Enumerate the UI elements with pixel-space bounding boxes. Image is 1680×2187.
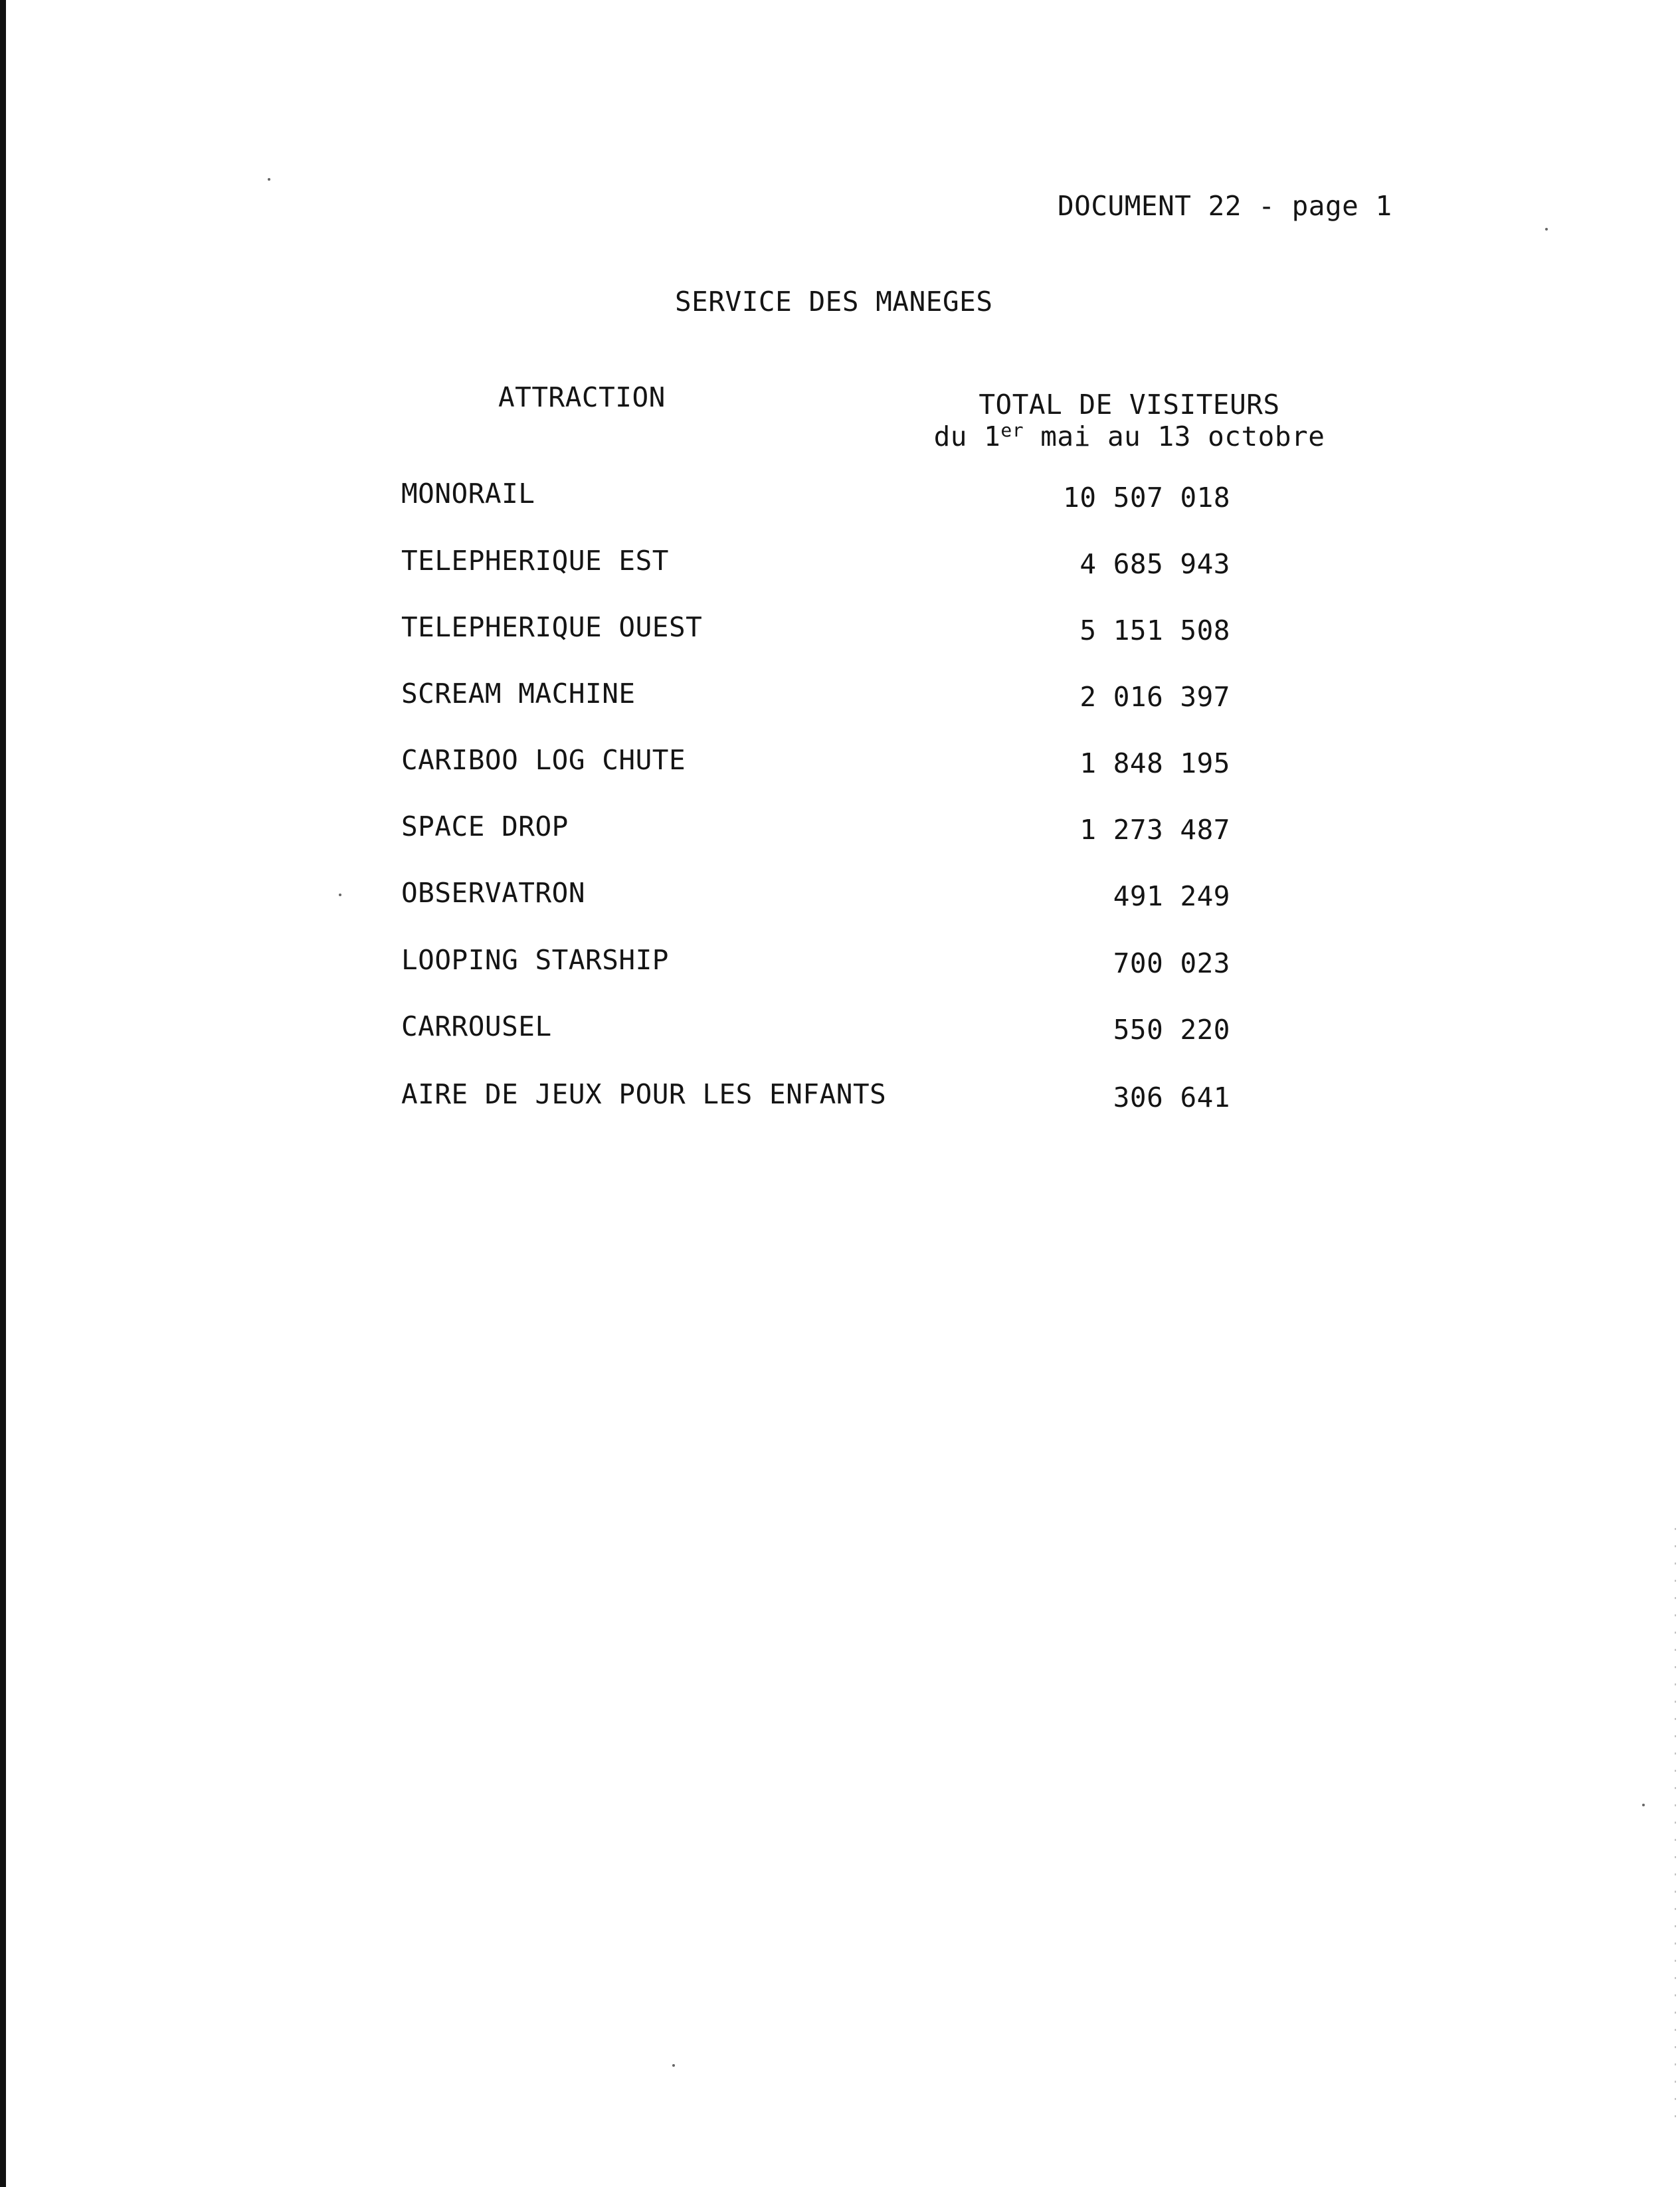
scan-speck bbox=[1545, 228, 1548, 231]
visitor-total: 700 023 bbox=[1113, 947, 1230, 979]
attraction-name: OBSERVATRON bbox=[401, 877, 586, 909]
visitor-total: 1 848 195 bbox=[1079, 747, 1230, 779]
visitor-total: 1 273 487 bbox=[1079, 814, 1230, 846]
page-title: SERVICE DES MANEGES bbox=[675, 286, 993, 318]
attraction-name: TELEPHERIQUE OUEST bbox=[401, 611, 703, 643]
attraction-name: SPACE DROP bbox=[401, 810, 569, 842]
header-date-prefix: du 1 bbox=[933, 421, 1001, 452]
visitor-total: 306 641 bbox=[1113, 1082, 1230, 1113]
header-date-suffix: mai au 13 octobre bbox=[1024, 421, 1325, 452]
visitor-total: 2 016 397 bbox=[1079, 681, 1230, 713]
scan-speck bbox=[1642, 1804, 1645, 1806]
scan-edge bbox=[0, 0, 6, 2187]
column-header-attraction: ATTRACTION bbox=[498, 381, 666, 413]
attraction-name: TELEPHERIQUE EST bbox=[401, 545, 669, 577]
header-date-superscript: er bbox=[1000, 419, 1024, 441]
document-reference: DOCUMENT 22 - page 1 bbox=[1058, 190, 1392, 222]
scan-speck bbox=[672, 2064, 675, 2067]
attraction-name: SCREAM MACHINE bbox=[401, 678, 636, 710]
visitor-total: 491 249 bbox=[1113, 880, 1230, 912]
column-header-total bbox=[930, 389, 1329, 456]
visitor-total: 10 507 018 bbox=[1063, 482, 1230, 514]
scan-speck bbox=[339, 894, 341, 896]
attraction-name: CARIBOO LOG CHUTE bbox=[401, 744, 686, 776]
column-header-total-line2 bbox=[930, 421, 1329, 456]
column-header-total-line1: TOTAL DE VISITEURS bbox=[979, 389, 1280, 421]
visitor-total: 4 685 943 bbox=[1079, 548, 1230, 580]
scan-speck bbox=[268, 178, 270, 181]
visitor-total: 550 220 bbox=[1113, 1014, 1230, 1046]
attraction-name: CARROUSEL bbox=[401, 1010, 552, 1042]
visitor-total: 5 151 508 bbox=[1079, 615, 1230, 646]
attraction-name: AIRE DE JEUX POUR LES ENFANTS bbox=[401, 1078, 887, 1110]
scan-speckle bbox=[1675, 1528, 1676, 2126]
attraction-name: LOOPING STARSHIP bbox=[401, 944, 669, 976]
attraction-name: MONORAIL bbox=[401, 478, 535, 510]
